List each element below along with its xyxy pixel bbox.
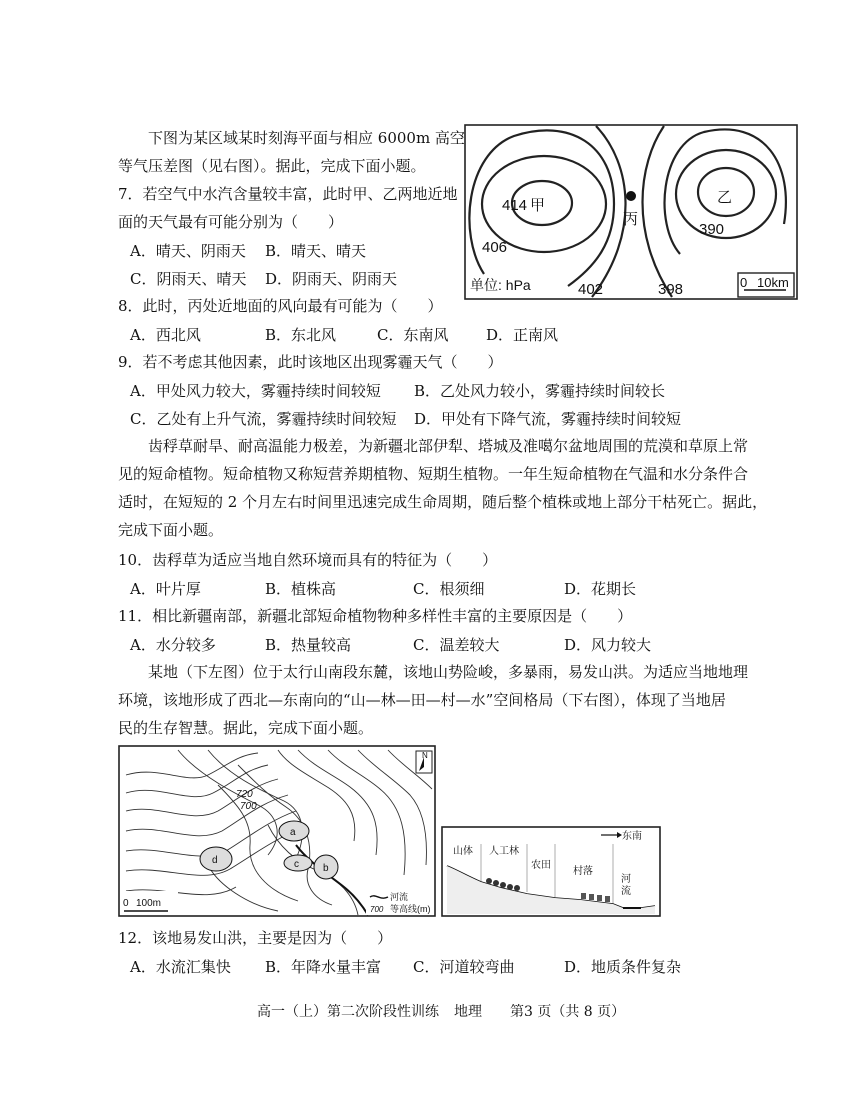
q7-option-d[interactable]: D．阴雨天、阴雨天 [265,270,398,288]
label-bing: 丙 [623,211,639,228]
q12-option-c[interactable]: C．河道较弯曲 [413,958,515,976]
plot-label-d: d [212,855,218,866]
scale-zero: 0 [740,275,748,290]
q12-option-a[interactable]: A．水流汇集快 [130,958,231,976]
zone-label-river-1: 河 [621,874,631,885]
q9-stem: 9．若不考虑其他因素，此时该地区出现雾霾天气（ ） [118,353,503,371]
intro3-line2: 环境，该地形成了西北—东南向的“山—林—田—村—水”空间格局（下右图），体现了当地居 [118,691,726,709]
north-label: N [422,751,428,760]
q10-option-a[interactable]: A．叶片厚 [130,580,201,598]
intro1-line1: 下图为某区域某时刻海平面与相应 6000m 高空 [148,129,465,147]
q7-stem-line1: 7．若空气中水汽含量较丰富，此时甲、乙两地近地 [118,185,458,203]
pressure-unit: 单位: hPa [470,277,531,293]
label-yi: 乙 [717,189,733,206]
q8-option-b[interactable]: B．东北风 [265,326,337,344]
intro2-line3: 适时，在短短的 2 个月左右时间里迅速完成生命周期，随后整个植株或地上部分干枯死亡。据此， [118,493,768,511]
zone-label-river-2: 流 [621,886,631,897]
footer-subject: 地理 [454,1004,482,1020]
intro3-line3: 民的生存智慧。据此，完成下面小题。 [118,719,374,737]
label-398: 398 [658,281,684,298]
profile-figure [441,826,661,917]
legend-river-label: 河流 [390,892,409,902]
plot-label-a: a [290,827,296,838]
intro2-line1: 齿稃草耐旱、耐高温能力极差，为新疆北部伊犁、塔城及准噶尔盆地周围的荒漠和草原上常 [148,437,749,455]
q8-option-a[interactable]: A．西北风 [130,326,201,344]
q7-stem-line2: 面的天气最有可能分别为（ ） [118,213,344,231]
q9-option-d[interactable]: D．甲处有下降气流，雾霾持续时间较短 [414,410,682,428]
q11-option-c[interactable]: C．温差较大 [413,636,500,654]
label-414: 414 [502,197,528,214]
pressure-map-figure [464,124,798,300]
footer-course: 高一（上）第二次阶段性训练 [257,1004,439,1020]
point-bing-marker [626,191,636,201]
q12-stem: 12．该地易发山洪，主要是因为（ ） [118,929,393,947]
q9-option-a[interactable]: A．甲处风力较大，雾霾持续时间较短 [130,382,381,400]
legend-contour-value: 700 [370,905,384,914]
label-402: 402 [578,281,604,298]
q10-option-b[interactable]: B．植株高 [265,580,337,598]
q11-option-a[interactable]: A．水分较多 [130,636,216,654]
q7-option-c[interactable]: C．阴雨天、晴天 [130,270,247,288]
intro2-line2: 见的短命植物。短命植物又称短营养期植物、短期生植物。一年生短命植物在气温和水分条件合 [118,465,749,483]
q9-option-c[interactable]: C．乙处有上升气流，雾霾持续时间较短 [130,410,397,428]
q11-stem: 11．相比新疆南部，新疆北部短命植物物种多样性丰富的主要原因是（ ） [118,607,633,625]
label-390: 390 [699,221,725,238]
topo-scale-label: 100m [136,898,162,909]
q9-option-b[interactable]: B．乙处风力较小，雾霾持续时间较长 [414,382,666,400]
q7-option-a[interactable]: A．晴天、阴雨天 [130,242,246,260]
plot-label-c: c [294,859,299,870]
legend-contour-label: 等高线(m) [390,904,431,914]
intro1-line2: 等气压差图（见右图）。据此，完成下面小题。 [118,157,426,175]
intro2-line4: 完成下面小题。 [118,521,224,539]
label-jia: 甲 [530,197,546,214]
scale-label: 10km [757,275,789,290]
contour-label-720: 720 [236,789,253,800]
q8-stem: 8．此时，丙处近地面的风向最有可能为（ ） [118,297,443,315]
topo-scale-zero: 0 [123,898,129,909]
q11-option-d[interactable]: D．风力较大 [564,636,652,654]
pressure-map-svg [464,124,798,300]
q12-option-b[interactable]: B．年降水量丰富 [265,958,382,976]
footer-page: 第3 页（共 8 页） [510,1004,626,1020]
q8-option-d[interactable]: D．正南风 [486,326,559,344]
q8-option-c[interactable]: C．东南风 [377,326,449,344]
profile-svg [441,826,661,917]
q12-option-d[interactable]: D．地质条件复杂 [564,958,682,976]
q7-option-b[interactable]: B．晴天、晴天 [265,242,367,260]
q10-option-d[interactable]: D．花期长 [564,580,637,598]
plot-label-b: b [323,863,329,874]
q11-option-b[interactable]: B．热量较高 [265,636,352,654]
direction-label: 东南 [622,831,642,842]
zone-label-forest: 人工林 [489,846,519,857]
intro3-line1: 某地（下左图）位于太行山南段东麓，该地山势险峻，多暴雨，易发山洪。为适应当地地理 [148,663,749,681]
zone-label-mountain: 山体 [453,846,473,857]
topo-map-svg [118,745,436,917]
zone-label-village: 村落 [573,866,593,877]
label-406: 406 [482,239,508,256]
topo-map-figure [118,745,436,917]
contour-label-700: 700 [240,801,257,812]
q10-stem: 10．齿稃草为适应当地自然环境而具有的特征为（ ） [118,551,498,569]
zone-label-farmland: 农田 [531,860,551,871]
q10-option-c[interactable]: C．根须细 [413,580,485,598]
